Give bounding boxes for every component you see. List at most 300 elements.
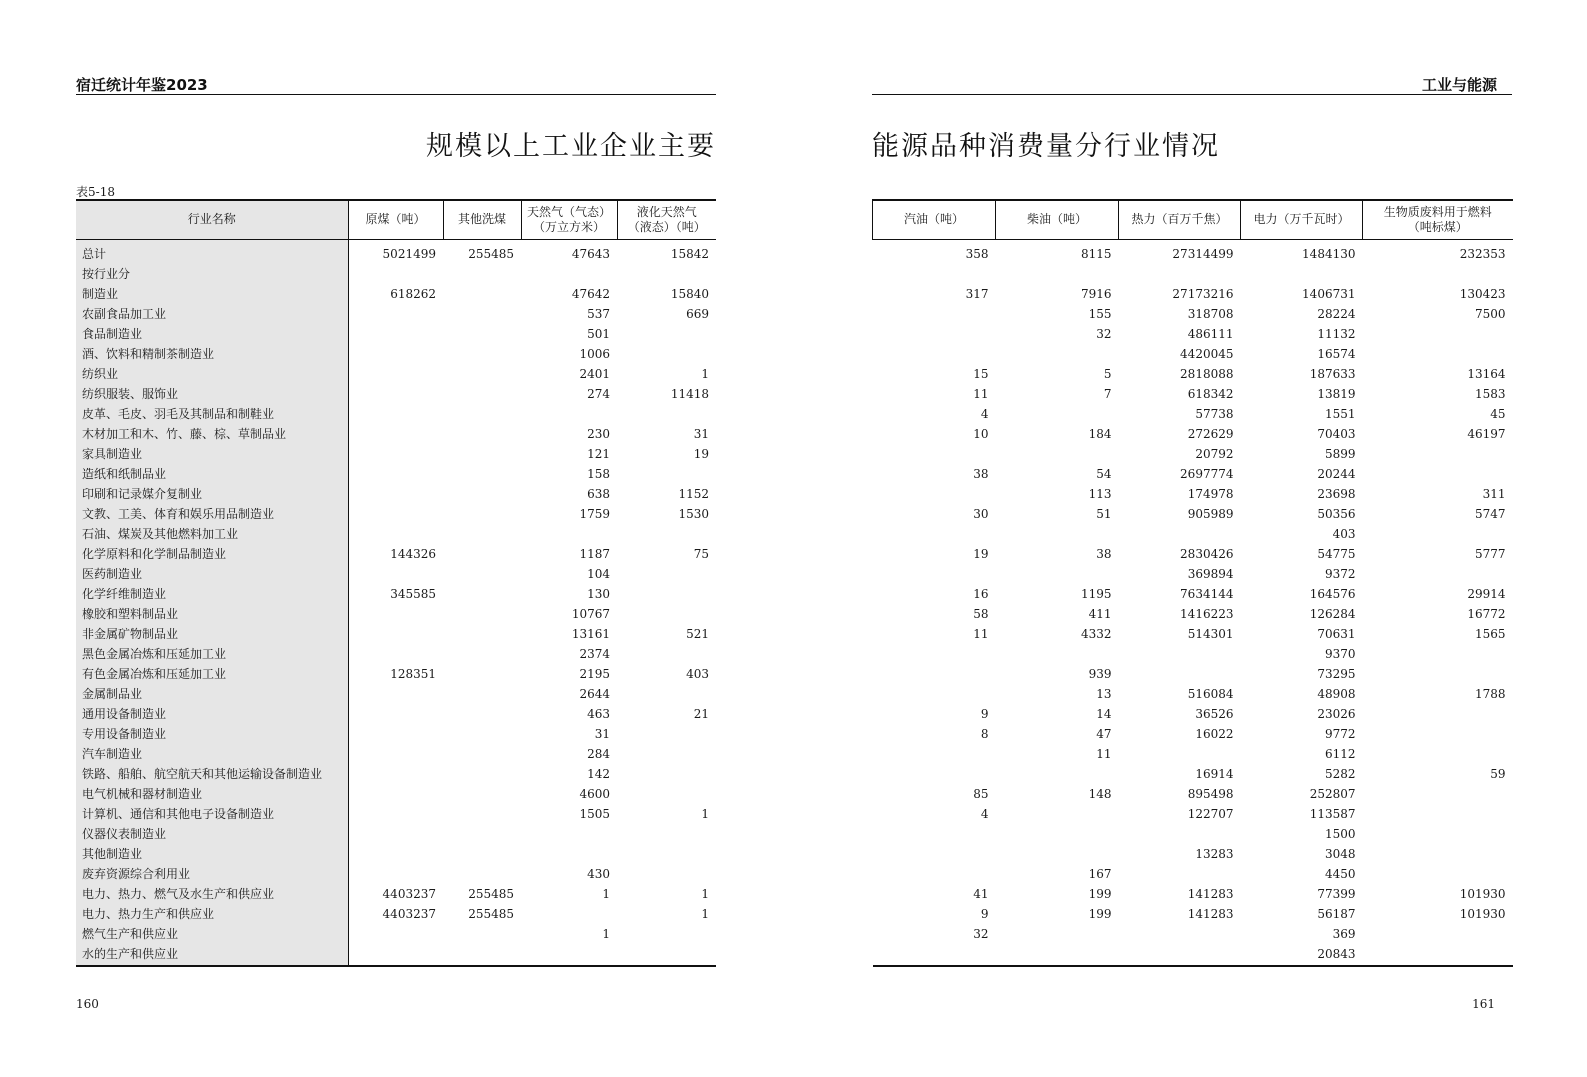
value-cell [348, 824, 443, 844]
value-cell [443, 504, 521, 524]
industry-name-cell: 黑色金属冶炼和压延加工业 [76, 644, 348, 664]
value-cell [617, 784, 716, 804]
value-cell: 11 [1096, 746, 1112, 761]
value-cell: 27314499 [1172, 246, 1234, 261]
table-row [873, 304, 1513, 324]
industry-name-cell: 纺织服装、服饰业 [76, 384, 348, 404]
value-cell: 21 [693, 706, 709, 721]
value-cell: 1 [701, 886, 709, 901]
value-cell: 15842 [670, 246, 709, 261]
industry-name-cell: 文教、工美、体育和娱乐用品制造业 [76, 504, 348, 524]
table-row [873, 644, 1513, 664]
value-cell [617, 464, 716, 484]
table-number: 表5-18 [76, 185, 115, 199]
value-cell [873, 264, 996, 284]
right-table-body [873, 239, 1513, 966]
value-cell: 486111 [1187, 326, 1234, 341]
table-row [76, 784, 716, 804]
value-cell: 122707 [1187, 806, 1234, 821]
value-cell: 4600 [579, 786, 610, 801]
value-cell [873, 744, 996, 764]
value-cell [443, 744, 521, 764]
value-cell: 48908 [1317, 686, 1356, 701]
value-cell [443, 284, 521, 304]
value-cell [1363, 784, 1513, 804]
value-cell [873, 644, 996, 664]
table-row [76, 524, 716, 544]
industry-name-cell: 总计 [76, 239, 348, 264]
value-cell [443, 524, 521, 544]
value-cell: 4450 [1324, 866, 1356, 881]
value-cell: 75 [693, 546, 709, 561]
value-cell [1119, 944, 1241, 966]
value-cell [617, 524, 716, 544]
industry-name-cell: 化学纤维制造业 [76, 584, 348, 604]
table-row [873, 804, 1513, 824]
value-cell [1363, 664, 1513, 684]
left-header-3: 天然气（气态） （万立方米） [521, 200, 617, 239]
value-cell: 2195 [579, 666, 610, 681]
right-header-2: 热力（百万千焦） [1119, 200, 1241, 239]
value-cell: 20792 [1195, 446, 1234, 461]
table-row [873, 784, 1513, 804]
table-row [873, 484, 1513, 504]
value-cell: 1484130 [1302, 246, 1356, 261]
table-row [873, 864, 1513, 884]
value-cell: 514301 [1187, 626, 1234, 641]
industry-name-cell: 电气机械和器材制造业 [76, 784, 348, 804]
left-table-body [76, 239, 716, 966]
table-row [873, 844, 1513, 864]
table-row [76, 504, 716, 524]
table-row [76, 624, 716, 644]
value-cell: 501 [587, 326, 610, 341]
value-cell: 1551 [1324, 406, 1356, 421]
value-cell: 148 [1088, 786, 1112, 801]
value-cell [348, 324, 443, 344]
table-row [873, 744, 1513, 764]
value-cell: 232353 [1459, 246, 1506, 261]
value-cell: 13 [1096, 686, 1112, 701]
value-cell: 16022 [1195, 726, 1234, 741]
value-cell: 46197 [1467, 426, 1506, 441]
table-row [873, 364, 1513, 384]
value-cell: 1788 [1474, 686, 1506, 701]
value-cell [1119, 744, 1241, 764]
header-rule [872, 94, 1512, 95]
value-cell [348, 704, 443, 724]
value-cell: 164576 [1309, 586, 1356, 601]
value-cell [443, 264, 521, 284]
value-cell: 16574 [1317, 346, 1356, 361]
value-cell: 5777 [1474, 546, 1506, 561]
page-title-part-2: 能源品种消费量分行业情况 [872, 131, 1220, 162]
value-cell: 403 [686, 666, 709, 681]
value-cell: 255485 [468, 886, 514, 901]
value-cell: 155 [1088, 306, 1112, 321]
value-cell [1363, 864, 1513, 884]
value-cell [348, 524, 443, 544]
value-cell [443, 824, 521, 844]
value-cell: 255485 [468, 906, 514, 921]
right-table-header-row [873, 200, 1513, 239]
value-cell [348, 364, 443, 384]
value-cell [873, 944, 996, 966]
value-cell: 7 [1103, 386, 1112, 401]
value-cell: 16772 [1467, 606, 1506, 621]
value-cell [443, 464, 521, 484]
value-cell: 11 [973, 386, 989, 401]
value-cell [1363, 524, 1513, 544]
value-cell [1119, 864, 1241, 884]
industry-name-cell: 木材加工和木、竹、藤、棕、草制品业 [76, 424, 348, 444]
value-cell [348, 864, 443, 884]
value-cell: 4332 [1080, 626, 1112, 641]
value-cell [521, 844, 617, 864]
page-number-right: 161 [1472, 997, 1495, 1011]
value-cell [1363, 344, 1513, 364]
value-cell: 939 [1088, 666, 1112, 681]
value-cell: 73295 [1317, 666, 1356, 681]
page-number-left: 160 [76, 997, 99, 1011]
table-row [76, 664, 716, 684]
value-cell [348, 404, 443, 424]
value-cell: 11418 [670, 386, 709, 401]
value-cell [443, 564, 521, 584]
value-cell [443, 864, 521, 884]
value-cell: 1187 [579, 546, 610, 561]
industry-name-cell: 食品制造业 [76, 324, 348, 344]
table-row [76, 324, 716, 344]
value-cell: 14 [1096, 706, 1112, 721]
value-cell: 85 [973, 786, 989, 801]
table-row [76, 924, 716, 944]
value-cell [348, 624, 443, 644]
left-header-2: 其他洗煤 [443, 200, 521, 239]
table-row [76, 364, 716, 384]
value-cell: 141283 [1187, 906, 1234, 921]
value-cell [443, 424, 521, 444]
value-cell [443, 764, 521, 784]
value-cell: 1 [602, 926, 610, 941]
value-cell [348, 264, 443, 284]
table-row [873, 384, 1513, 404]
value-cell: 70403 [1317, 426, 1356, 441]
table-row [76, 284, 716, 304]
value-cell: 47 [1096, 726, 1112, 741]
value-cell: 6112 [1324, 746, 1356, 761]
value-cell [1363, 644, 1513, 664]
value-cell: 2830426 [1180, 546, 1234, 561]
right-data-table [872, 199, 1513, 967]
value-cell [443, 484, 521, 504]
value-cell: 9772 [1324, 726, 1356, 741]
value-cell: 1583 [1474, 386, 1506, 401]
table-row [76, 944, 716, 966]
value-cell: 59 [1490, 766, 1506, 781]
value-cell [443, 624, 521, 644]
value-cell: 1 [602, 886, 610, 901]
value-cell [1363, 324, 1513, 344]
industry-name-cell: 其他制造业 [76, 844, 348, 864]
value-cell [1363, 444, 1513, 464]
value-cell [521, 824, 617, 844]
table-row [873, 584, 1513, 604]
table-row [76, 544, 716, 564]
value-cell [1363, 744, 1513, 764]
industry-name-cell: 计算机、通信和其他电子设备制造业 [76, 804, 348, 824]
value-cell [873, 304, 996, 324]
value-cell: 2374 [579, 646, 610, 661]
value-cell: 70631 [1317, 626, 1356, 641]
table-row [873, 404, 1513, 424]
value-cell: 369894 [1187, 566, 1234, 581]
value-cell: 31 [693, 426, 709, 441]
value-cell [348, 464, 443, 484]
value-cell [617, 924, 716, 944]
industry-name-cell: 专用设备制造业 [76, 724, 348, 744]
value-cell: 272629 [1187, 426, 1234, 441]
table-row [76, 844, 716, 864]
industry-name-cell: 制造业 [76, 284, 348, 304]
value-cell: 5899 [1324, 446, 1356, 461]
value-cell: 1530 [678, 506, 709, 521]
value-cell: 30 [973, 506, 989, 521]
table-row [76, 864, 716, 884]
value-cell [996, 944, 1119, 966]
table-row [873, 324, 1513, 344]
right-page [793, 0, 1587, 1077]
value-cell [1363, 824, 1513, 844]
value-cell [1119, 824, 1241, 844]
right-header-1: 柴油（吨） [996, 200, 1119, 239]
value-cell [348, 424, 443, 444]
table-row [76, 764, 716, 784]
running-head-yearbook: 宿迁统计年鉴2023 [76, 76, 208, 94]
value-cell [443, 944, 521, 966]
value-cell: 516084 [1187, 686, 1234, 701]
table-row [873, 664, 1513, 684]
industry-name-cell: 医药制造业 [76, 564, 348, 584]
industry-name-cell: 有色金属冶炼和压延加工业 [76, 664, 348, 684]
value-cell: 20244 [1317, 466, 1356, 481]
value-cell [443, 664, 521, 684]
value-cell [443, 704, 521, 724]
industry-name-cell: 水的生产和供应业 [76, 944, 348, 966]
value-cell: 9370 [1324, 646, 1356, 661]
value-cell: 16 [973, 586, 989, 601]
value-cell [443, 364, 521, 384]
value-cell [443, 844, 521, 864]
value-cell: 38 [973, 466, 989, 481]
table-row [76, 684, 716, 704]
value-cell: 16914 [1195, 766, 1234, 781]
table-row [76, 424, 716, 444]
value-cell: 2818088 [1180, 366, 1234, 381]
value-cell: 411 [1088, 606, 1112, 621]
industry-name-cell: 化学原料和化学制品制造业 [76, 544, 348, 564]
value-cell: 56187 [1317, 906, 1356, 921]
value-cell: 2401 [579, 366, 610, 381]
table-row [76, 444, 716, 464]
value-cell: 47643 [571, 246, 610, 261]
value-cell [443, 544, 521, 564]
value-cell [348, 504, 443, 524]
table-row [873, 544, 1513, 564]
value-cell: 537 [587, 306, 610, 321]
value-cell: 1 [701, 906, 709, 921]
value-cell: 358 [965, 246, 989, 261]
table-row [76, 884, 716, 904]
industry-name-cell: 石油、煤炭及其他燃料加工业 [76, 524, 348, 544]
value-cell: 8 [980, 726, 989, 741]
right-header-4: 生物质废料用于燃料 （吨标煤） [1363, 200, 1513, 239]
value-cell [873, 444, 996, 464]
value-cell: 32 [973, 926, 989, 941]
value-cell [617, 644, 716, 664]
value-cell: 77399 [1317, 886, 1356, 901]
value-cell: 2644 [579, 686, 610, 701]
table-row [873, 764, 1513, 784]
value-cell: 5282 [1324, 766, 1356, 781]
value-cell: 638 [587, 486, 610, 501]
value-cell [617, 404, 716, 424]
table-row [76, 644, 716, 664]
value-cell [1119, 264, 1241, 284]
value-cell [348, 484, 443, 504]
value-cell [873, 484, 996, 504]
industry-name-cell: 金属制品业 [76, 684, 348, 704]
value-cell [996, 924, 1119, 944]
value-cell: 1500 [1324, 826, 1356, 841]
value-cell [1363, 944, 1513, 966]
value-cell: 1 [701, 366, 709, 381]
value-cell: 113587 [1309, 806, 1356, 821]
value-cell: 45 [1490, 406, 1506, 421]
value-cell: 130423 [1459, 286, 1506, 301]
value-cell [873, 824, 996, 844]
value-cell [617, 344, 716, 364]
value-cell [443, 324, 521, 344]
value-cell: 403 [1332, 526, 1356, 541]
value-cell [1363, 264, 1513, 284]
value-cell: 23698 [1317, 486, 1356, 501]
value-cell: 463 [587, 706, 610, 721]
value-cell [443, 444, 521, 464]
value-cell [443, 604, 521, 624]
table-row [873, 904, 1513, 924]
value-cell: 57738 [1195, 406, 1234, 421]
value-cell [348, 384, 443, 404]
value-cell [443, 784, 521, 804]
table-row [76, 724, 716, 744]
value-cell: 101930 [1459, 906, 1506, 921]
value-cell: 28224 [1317, 306, 1356, 321]
table-row [873, 504, 1513, 524]
table-row [76, 824, 716, 844]
value-cell: 2697774 [1180, 466, 1234, 481]
table-row [76, 464, 716, 484]
value-cell: 15840 [670, 286, 709, 301]
value-cell [443, 644, 521, 664]
value-cell [873, 524, 996, 544]
value-cell [617, 584, 716, 604]
value-cell: 274 [587, 386, 610, 401]
value-cell: 104 [587, 566, 610, 581]
table-row [873, 884, 1513, 904]
value-cell [1119, 664, 1241, 684]
value-cell [348, 804, 443, 824]
value-cell [348, 444, 443, 464]
value-cell: 10767 [571, 606, 610, 621]
value-cell [1363, 704, 1513, 724]
table-row [873, 824, 1513, 844]
value-cell [617, 604, 716, 624]
value-cell: 1006 [579, 346, 610, 361]
value-cell: 54 [1096, 466, 1112, 481]
value-cell: 4420045 [1180, 346, 1234, 361]
table-row [76, 904, 716, 924]
value-cell: 50356 [1317, 506, 1356, 521]
value-cell [1363, 804, 1513, 824]
value-cell [443, 384, 521, 404]
value-cell: 1505 [579, 806, 610, 821]
value-cell: 4403237 [382, 886, 436, 901]
table-row [873, 524, 1513, 544]
value-cell [617, 684, 716, 704]
value-cell [996, 844, 1119, 864]
industry-name-cell: 造纸和纸制品业 [76, 464, 348, 484]
value-cell [348, 724, 443, 744]
value-cell [873, 844, 996, 864]
table-row [873, 284, 1513, 304]
value-cell [1119, 524, 1241, 544]
value-cell: 1195 [1080, 586, 1112, 601]
value-cell: 13161 [571, 626, 610, 641]
value-cell: 41 [973, 886, 989, 901]
value-cell: 5747 [1474, 506, 1506, 521]
value-cell: 1759 [579, 506, 610, 521]
value-cell: 101930 [1459, 886, 1506, 901]
value-cell [443, 304, 521, 324]
value-cell: 38 [1096, 546, 1112, 561]
value-cell: 895498 [1187, 786, 1234, 801]
table-row [76, 404, 716, 424]
right-header-3: 电力（万千瓦时） [1241, 200, 1363, 239]
value-cell: 230 [587, 426, 610, 441]
value-cell [873, 864, 996, 884]
value-cell [348, 344, 443, 364]
left-data-table [76, 199, 716, 967]
value-cell: 669 [686, 306, 709, 321]
value-cell [873, 344, 996, 364]
table-row [873, 724, 1513, 744]
value-cell: 1416223 [1180, 606, 1234, 621]
value-cell: 5 [1103, 366, 1112, 381]
value-cell [521, 944, 617, 966]
value-cell [521, 524, 617, 544]
value-cell: 113 [1088, 486, 1112, 501]
value-cell: 58 [973, 606, 989, 621]
table-row [873, 684, 1513, 704]
left-table-header-row [76, 200, 716, 239]
value-cell: 167 [1088, 866, 1112, 881]
value-cell: 9 [980, 706, 989, 721]
table-row [76, 304, 716, 324]
industry-name-cell: 纺织业 [76, 364, 348, 384]
value-cell: 4 [980, 806, 989, 821]
table-row [873, 344, 1513, 364]
